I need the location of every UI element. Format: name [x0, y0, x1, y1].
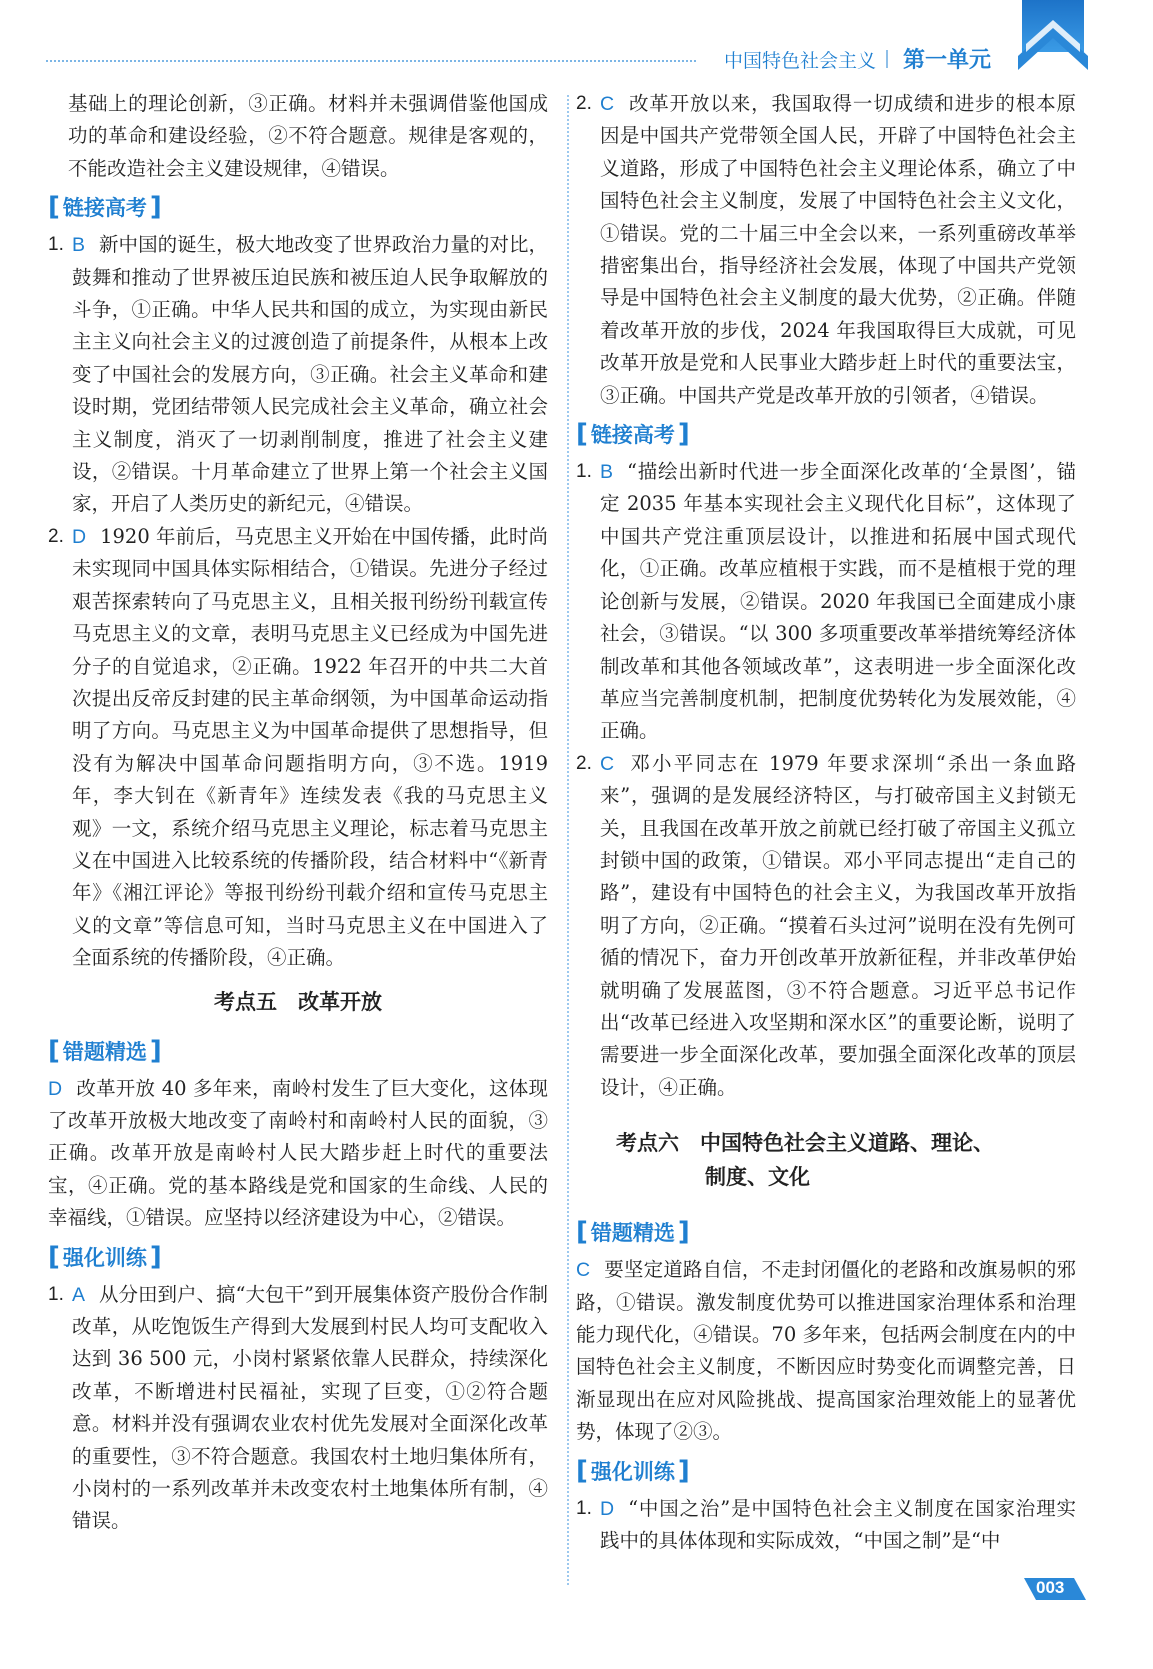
answer-letter: C — [600, 93, 615, 115]
page-number-badge — [1024, 1574, 1086, 1604]
chevron-up-icon — [1018, 0, 1088, 76]
section-header-cuoti: [ 错题精选 ] — [48, 1035, 162, 1066]
header-unit: 第一单元 — [903, 48, 992, 73]
header-subject: 中国特色社会主义 — [724, 50, 877, 72]
section-header-qianghua: [ 强化训练 ] — [48, 1241, 162, 1272]
answer-letter: A — [72, 1283, 86, 1306]
section-header-cuoti: [ 错题精选 ] — [576, 1217, 690, 1248]
topic-heading: 考点六 中国特色社会主义道路、理论、 制度、文化 — [616, 1131, 994, 1190]
right-column — [576, 88, 1076, 1557]
header-rule — [46, 60, 696, 62]
page-number: 003 — [1036, 1578, 1065, 1597]
question-item: 2. D 1920 年前后，马克思主义开始在中国传播，此时尚未实现同中国具体实际相结合，①错误。先进分子经过艰苦探索转向了马克思主义，且相关报刊纷纷刊载宣传马克思主义的文章，表明马克思主义已经成为中国先进分子的自觉追求，②正确。1922 年召开的中共二大首次提出反帝反封建的民主革命纲领，为中国革命运动指明了方向。马克思主义为中国革命提供了思想指导，但没有为解决中国革命问题指明方向，③不选。1919 年，李大钊在《新青年》连续发表《我的马克思主义观》一文，系统介绍马克思主义理论，标志着马克思主义在中国进入比较系统的传播阶段，结合材料中“《新青年》《湘江评论》等报刊纷纷刊载介绍和宣传马克思主义的文章”等信息可知，当时马克思主义在中国进入了全面系统的传播阶段，④正确。 — [48, 524, 548, 970]
question-item: 1. D “中国之治”是中国特色社会主义制度在国家治理实践中的具体体现和实际成效，“中国之制”是“中 — [576, 1496, 1076, 1553]
column-divider — [567, 95, 569, 1585]
answer-letter: B — [600, 461, 614, 484]
answer-letter: C — [600, 752, 615, 775]
section-header-lianjie: [ 链接高考 ] — [48, 192, 162, 223]
question-item: 1. B “描绘出新时代进一步全面深化改革的‘全景图’，锚定 2035 年基本实现社会主义现代化目标”，这体现了中国共产党注重顶层设计，以推进和拓展中国式现代化，①正确。改革应植根于实践，而不是植根于党的理论创新与发展，②错误。2020 年我国已全面建成小康社会，③错误。“以 300 多项重要改革举措统筹经济体制改革和其他各领域改革”，这表明进一步全面深化改革应当完善制度机制，把制度优势转化为发展效能，④正确。 — [576, 460, 1076, 743]
answer-letter: D — [600, 1497, 615, 1520]
question-item: 1. A 从分田到户、搞“大包干”到开展集体资产股份合作制改革，从吃饱饭生产得到大发展到村民人均可支配收入达到 36 500 元，小岗村紧紧依靠人民群众，持续深化改革，不断增进村民福祉，实现了巨变，①②符合题意。材料并没有强调农业农村优先发展对全面深化改革的重要性，③不符合题意。我国农村土地归集体所有，小岗村的一系列改革并未改变农村土地集体所有制，④错误。 — [48, 1282, 548, 1533]
cuoti-answer: D 改革开放 40 多年来，南岭村发生了巨大变化，这体现了改革开放极大地改变了南岭村和南岭村人民的面貌，③正确。改革开放是南岭村人民大踏步赶上时代的重要法宝，④正确。党的基本路线是党和国家的生命线、人民的幸福线，①错误。应坚持以经济建设为中心，②错误。 — [48, 1076, 548, 1230]
section-header-qianghua: [ 强化训练 ] — [576, 1455, 690, 1486]
answer-letter: D — [72, 525, 87, 548]
answer-letter: B — [72, 234, 86, 257]
section-header-lianjie: [ 链接高考 ] — [576, 419, 690, 450]
continued-text: 基础上的理论创新，③正确。材料并未强调借鉴他国成功的革命和建设经验，②不符合题意。规律是客观的，不能改造社会主义建设规律，④错误。 — [68, 92, 548, 180]
question-item: 2. C 邓小平同志在 1979 年要求深圳“杀出一条血路来”，强调的是发展经济特区，与打破帝国主义封锁无关，且我国在改革开放之前就已经打破了帝国主义孤立封锁中国的政策，①错误。邓小平同志提出“走自己的路”，建设有中国特色的社会主义，为我国改革开放指明了方向，②正确。“摸着石头过河”说明在没有先例可循的情况下，奋力开创改革开放新征程，并非改革伊始就明确了发展蓝图，③不符合题意。习近平总书记作出“改革已经进入攻坚期和深水区”的重要论断，说明了需要进一步全面深化改革，要加强全面深化改革的顶层设计，④正确。 — [576, 751, 1076, 1099]
header-separator — [886, 50, 888, 68]
topic-heading: 考点五 改革开放 — [214, 989, 382, 1014]
question-item: 1. B 新中国的诞生，极大地改变了世界政治力量的对比，鼓舞和推动了世界被压迫民族和被压迫人民争取解放的斗争，①正确。中华人民共和国的成立，为实现由新民主主义向社会主义的过渡创造了前提条件，从根本上改变了中国社会的发展方向，③正确。社会主义革命和建设时期，党团结带领人民完成社会主义革命，确立社会主义制度，消灭了一切剥削制度，推进了社会主义建设，②错误。十月革命建立了世界上第一个社会主义国家，开启了人类历史的新纪元，④错误。 — [48, 233, 548, 516]
question-item: 2. C 改革开放以来，我国取得一切成绩和进步的根本原因是中国共产党带领全国人民，开辟了中国特色社会主义道路，形成了中国特色社会主义理论体系，确立了中国特色社会主义制度，发展了中国特色社会主义文化，①错误。党的二十届三中全会以来，一系列重磅改革举措密集出台，指导经济社会发展，体现了中国共产党领导是中国特色社会主义制度的最大优势，②正确。伴随着改革开放的步伐，2024 年我国取得巨大成就，可见改革开放是党和人民事业大踏步赶上时代的重要法宝，③正确。中国共产党是改革开放的引领者，④错误。 — [576, 92, 1076, 407]
left-column — [48, 88, 548, 1538]
cuoti-answer: C 要坚定道路自信，不走封闭僵化的老路和改旗易帜的邪路，①错误。激发制度优势可以推进国家治理体系和治理能力现代化，④错误。70 多年来，包括两会制度在内的中国特色社会主义制度，不断因应时势变化而调整完善，日渐显现出在应对风险挑战、提高国家治理效能上的显著优势，体现了②③。 — [576, 1258, 1076, 1444]
